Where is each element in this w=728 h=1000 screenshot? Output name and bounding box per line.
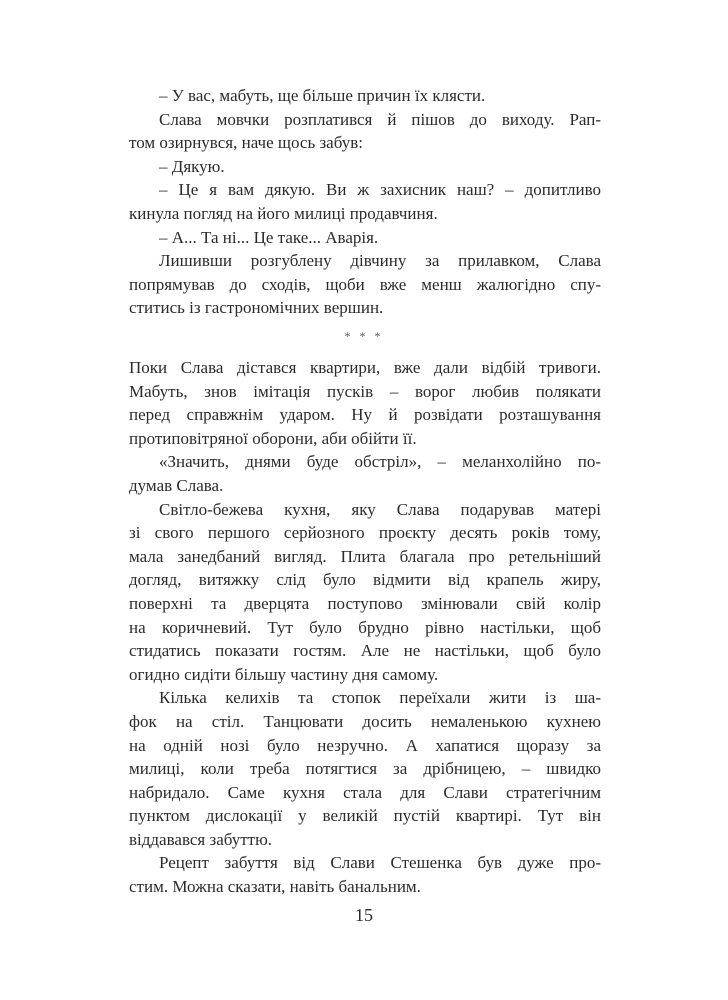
text-block-2 — [129, 356, 601, 899]
text-line: протиповітряної оборони, аби обійти її. — [129, 428, 417, 448]
text-line: стидатись показати гостям. Але не настільки, щоб було — [129, 641, 601, 661]
text-line: мала занедбаний вигляд. Плита благала про ретельніший — [129, 546, 601, 566]
text-line: милиці, коли треба потягтися за дрібницею, – швидко — [129, 759, 601, 779]
text-line: попрямував до сходів, щоби вже менш жалюгідно спу- — [129, 274, 601, 294]
text-line: перед справжнім ударом. Ну й розвідати розташування — [129, 405, 601, 425]
text-line: догляд, витяжку слід було відмити від крапель жиру, — [129, 570, 601, 590]
text-line: зі свого першого серйозного проєкту десять років тому, — [129, 523, 601, 543]
text-line: пунктом дислокації у великій пустій квартирі. Тут він — [129, 806, 601, 826]
text-line: стим. Можна сказати, навіть банальним. — [129, 877, 421, 897]
text-line: – У вас, мабуть, ще більше причин їх клясти. — [159, 86, 486, 105]
text-line: том озирнувся, наче щось забув: — [129, 133, 363, 153]
text-line: ститись із гастрономічних вершин. — [129, 298, 384, 318]
text-line: – Дякую. — [159, 156, 225, 176]
text-line: на коричневий. Тут було брудно рівно настільки, щоб — [129, 617, 601, 637]
text-line: «Значить, днями буде обстріл», – меланхолійно по- — [159, 452, 601, 472]
text-line: поверхні та дверцята поступово змінювали свій колір — [129, 593, 601, 613]
text-line: фок на стіл. Танцювати досить немаленькою кухнею — [129, 711, 601, 731]
text-line: Лишивши розгублену дівчину за прилавком, Слава — [159, 251, 601, 271]
section-separator: * * * — [344, 329, 384, 343]
text-line: Слава мовчки розплатився й пішов до виходу. Рап- — [159, 109, 601, 129]
text-line: віддавався забуттю. — [129, 829, 273, 849]
text-line: набридало. Саме кухня стала для Слави стратегічним — [129, 782, 601, 802]
text-line: Рецепт забуття від Слави Стешенка був дуже про- — [159, 853, 601, 873]
text-line: Світло-бежева кухня, яку Слава подарував матері — [159, 499, 601, 519]
text-block-1 — [129, 84, 601, 320]
page-number: 15 — [355, 905, 373, 925]
text-line: Поки Слава дістався квартири, вже дали відбій тривоги. — [129, 358, 601, 377]
text-line: кинула погляд на його милиці продавчиня. — [129, 203, 438, 223]
text-line: на одній нозі було незручно. А хапатися щоразу за — [129, 735, 601, 755]
text-line: – Це я вам дякую. Ви ж захисник наш? – допитливо — [159, 180, 601, 200]
text-line: думав Слава. — [129, 475, 224, 495]
text-line: – А... Та ні... Це таке... Аварія. — [159, 227, 379, 247]
text-line: Мабуть, знов імітація пусків – ворог любив полякати — [129, 381, 601, 401]
text-line: Кілька келихів та стопок переїхали жити із ша- — [159, 688, 601, 708]
text-line: огидно сидіти більшу частину дня самому. — [129, 664, 439, 684]
